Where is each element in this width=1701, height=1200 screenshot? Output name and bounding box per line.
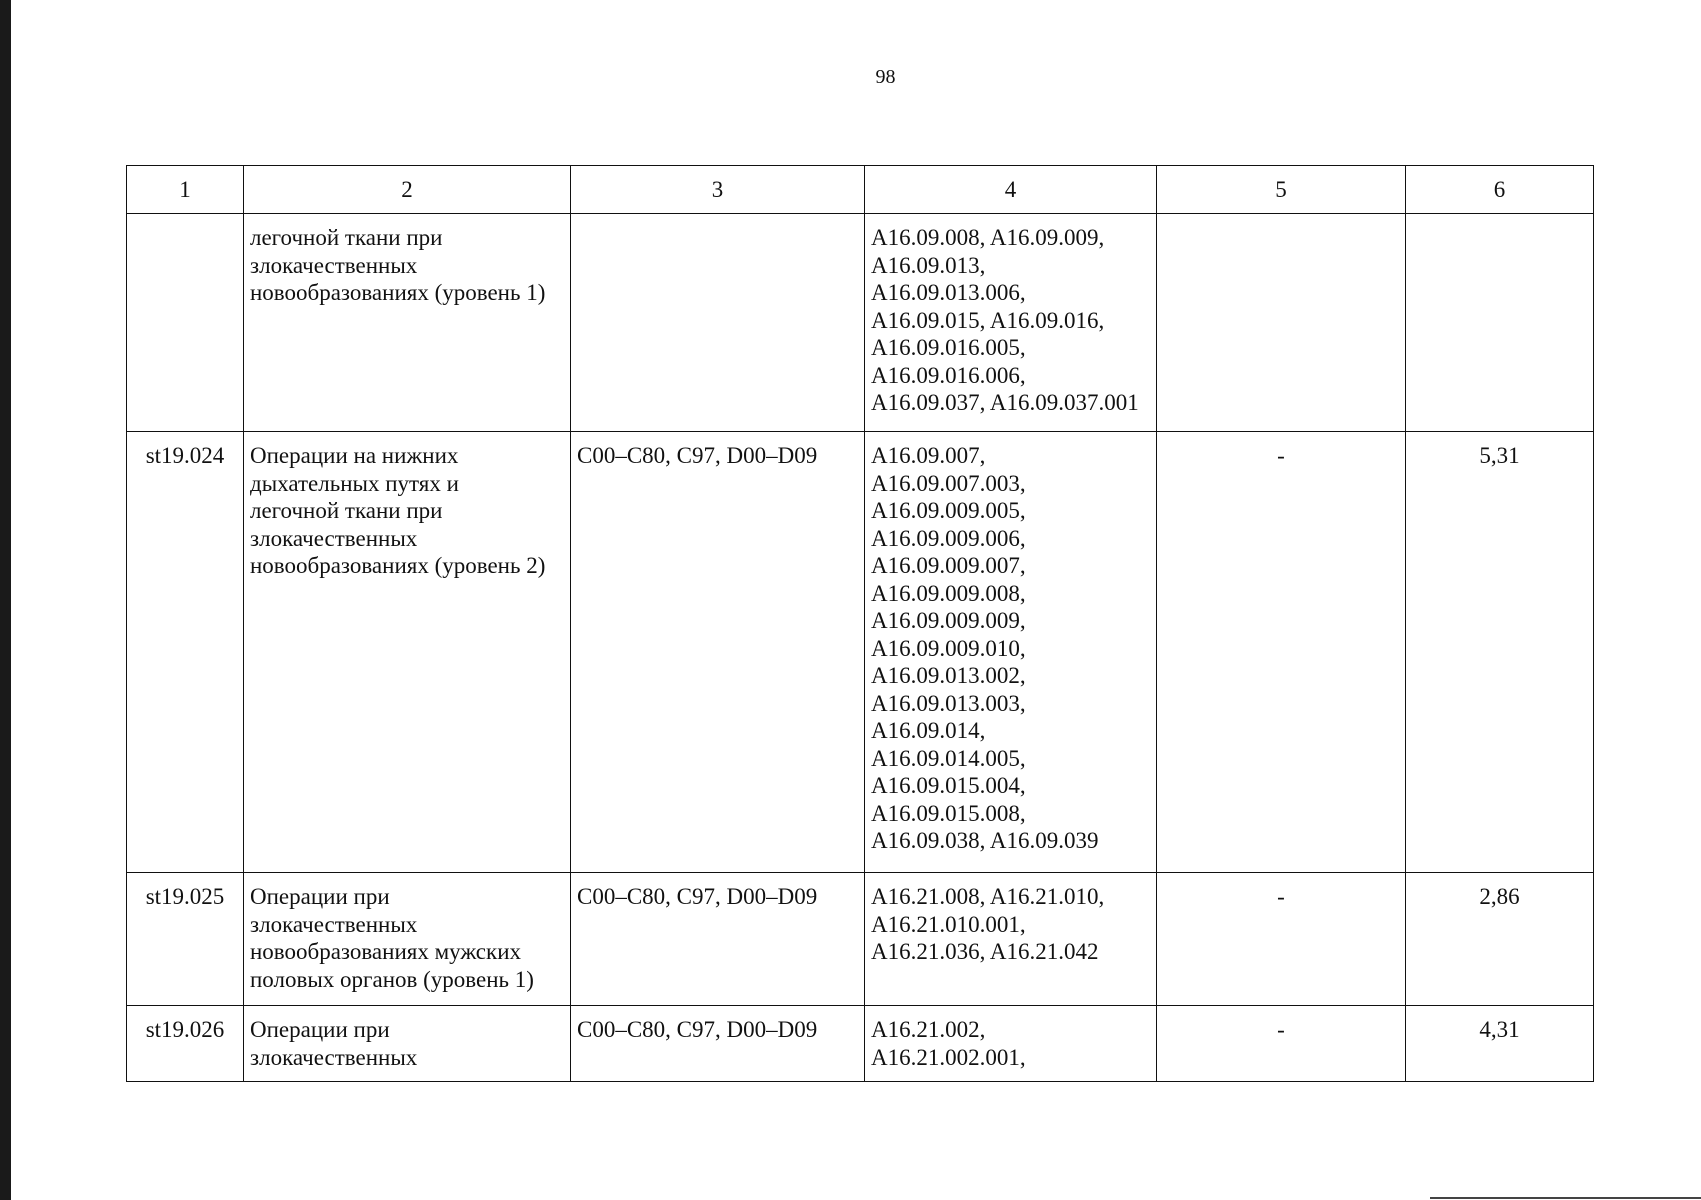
cell-coefficient: 4,31 bbox=[1406, 1006, 1594, 1082]
cell-services-line: A16.09.007, bbox=[871, 443, 986, 468]
cell-services-line: A16.09.037, A16.09.037.001 bbox=[871, 390, 1139, 415]
cell-col5: - bbox=[1157, 873, 1406, 1006]
cell-services-line: A16.09.014.005, bbox=[871, 745, 1026, 771]
cell-services-line: A16.09.009.005, bbox=[871, 498, 1026, 523]
header-row bbox=[127, 166, 1594, 214]
cell-name-line: новообразованиях мужских bbox=[250, 939, 522, 964]
header-col-2: 2 bbox=[244, 166, 571, 214]
cell-services-line: A16.09.013.006, bbox=[871, 280, 1026, 305]
cell-services bbox=[865, 214, 1157, 432]
cell-services-line: A16.09.038, A16.09.039 bbox=[871, 828, 1099, 853]
cell-col5: - bbox=[1157, 432, 1406, 873]
cell-services-line: A16.09.009.009, bbox=[871, 608, 1026, 633]
cell-services-line: A16.09.013.002, bbox=[871, 663, 1026, 688]
cell-services-line: A16.09.009.008, bbox=[871, 580, 1026, 606]
header-col-4: 4 bbox=[865, 166, 1157, 214]
cell-name-line: злокачественных bbox=[250, 525, 418, 551]
cell-services-line: A16.09.009.010, bbox=[871, 635, 1026, 661]
table-row bbox=[127, 214, 1594, 432]
cell-name-line: половых органов (уровень 1) bbox=[250, 966, 534, 992]
cell-name-line: Операции при bbox=[250, 1017, 390, 1042]
tariff-table bbox=[126, 165, 1594, 1082]
cell-name bbox=[244, 214, 571, 432]
cell-diagnoses: C00–C80, C97, D00–D09 bbox=[571, 873, 865, 1006]
header-col-3: 3 bbox=[571, 166, 865, 214]
cell-code: st19.025 bbox=[127, 873, 244, 1006]
header-col-6: 6 bbox=[1406, 166, 1594, 214]
cell-diagnoses: C00–C80, C97, D00–D09 bbox=[571, 432, 865, 873]
cell-services-line: A16.09.013, bbox=[871, 252, 986, 278]
cell-services bbox=[865, 1006, 1157, 1082]
cell-name bbox=[244, 432, 571, 873]
cell-name-line: злокачественных bbox=[250, 1044, 418, 1070]
cell-name-line: злокачественных bbox=[250, 911, 418, 937]
table-row bbox=[127, 432, 1594, 873]
cell-coefficient: 5,31 bbox=[1406, 432, 1594, 873]
cell-services-line: A16.21.002, bbox=[871, 1017, 986, 1042]
cell-services-line: A16.09.009.007, bbox=[871, 553, 1026, 578]
cell-name-line: легочной ткани при bbox=[250, 225, 443, 250]
cell-col5: - bbox=[1157, 1006, 1406, 1082]
header-col-5: 5 bbox=[1157, 166, 1406, 214]
cell-col5 bbox=[1157, 214, 1406, 432]
table-body bbox=[127, 214, 1594, 1082]
cell-name-line: дыхательных путях и bbox=[250, 470, 459, 496]
cell-coefficient: 2,86 bbox=[1406, 873, 1594, 1006]
cell-services-line: A16.09.016.006, bbox=[871, 362, 1026, 388]
cell-services bbox=[865, 873, 1157, 1006]
cell-services-line: A16.09.016.005, bbox=[871, 335, 1026, 360]
page-number: 98 bbox=[875, 66, 896, 88]
cell-name-line: Операции при bbox=[250, 884, 390, 909]
cell-services-line: A16.21.036, A16.21.042 bbox=[871, 939, 1099, 964]
cell-coefficient bbox=[1406, 214, 1594, 432]
cell-code: st19.024 bbox=[127, 432, 244, 873]
cell-services bbox=[865, 432, 1157, 873]
scan-bottom-line bbox=[1430, 1197, 1701, 1199]
cell-services-line: A16.21.002.001, bbox=[871, 1044, 1026, 1070]
cell-services-line: A16.09.008, A16.09.009, bbox=[871, 225, 1105, 250]
cell-services-line: A16.21.010.001, bbox=[871, 911, 1026, 937]
table-row bbox=[127, 1006, 1594, 1082]
cell-name-line: новообразованиях (уровень 1) bbox=[250, 280, 546, 305]
table-header bbox=[127, 166, 1594, 214]
scan-left-edge bbox=[0, 0, 11, 1200]
cell-services-line: A16.09.014, bbox=[871, 718, 986, 743]
cell-name-line: легочной ткани при bbox=[250, 498, 443, 523]
cell-name bbox=[244, 873, 571, 1006]
cell-name-line: новообразованиях (уровень 2) bbox=[250, 553, 546, 578]
cell-services-line: A16.09.013.003, bbox=[871, 690, 1026, 716]
table-row bbox=[127, 873, 1594, 1006]
cell-services-line: A16.09.007.003, bbox=[871, 470, 1026, 496]
cell-name-line: Операции на нижних bbox=[250, 443, 459, 468]
cell-name bbox=[244, 1006, 571, 1082]
cell-services-line: A16.09.009.006, bbox=[871, 525, 1026, 551]
cell-services-line: A16.21.008, A16.21.010, bbox=[871, 884, 1105, 909]
cell-services-line: A16.09.015.004, bbox=[871, 773, 1026, 798]
cell-code: st19.026 bbox=[127, 1006, 244, 1082]
cell-diagnoses bbox=[571, 214, 865, 432]
cell-services-line: A16.09.015.008, bbox=[871, 800, 1026, 826]
cell-services-line: A16.09.015, A16.09.016, bbox=[871, 307, 1105, 333]
cell-diagnoses: C00–C80, C97, D00–D09 bbox=[571, 1006, 865, 1082]
header-col-1: 1 bbox=[127, 166, 244, 214]
cell-name-line: злокачественных bbox=[250, 252, 418, 278]
cell-code bbox=[127, 214, 244, 432]
